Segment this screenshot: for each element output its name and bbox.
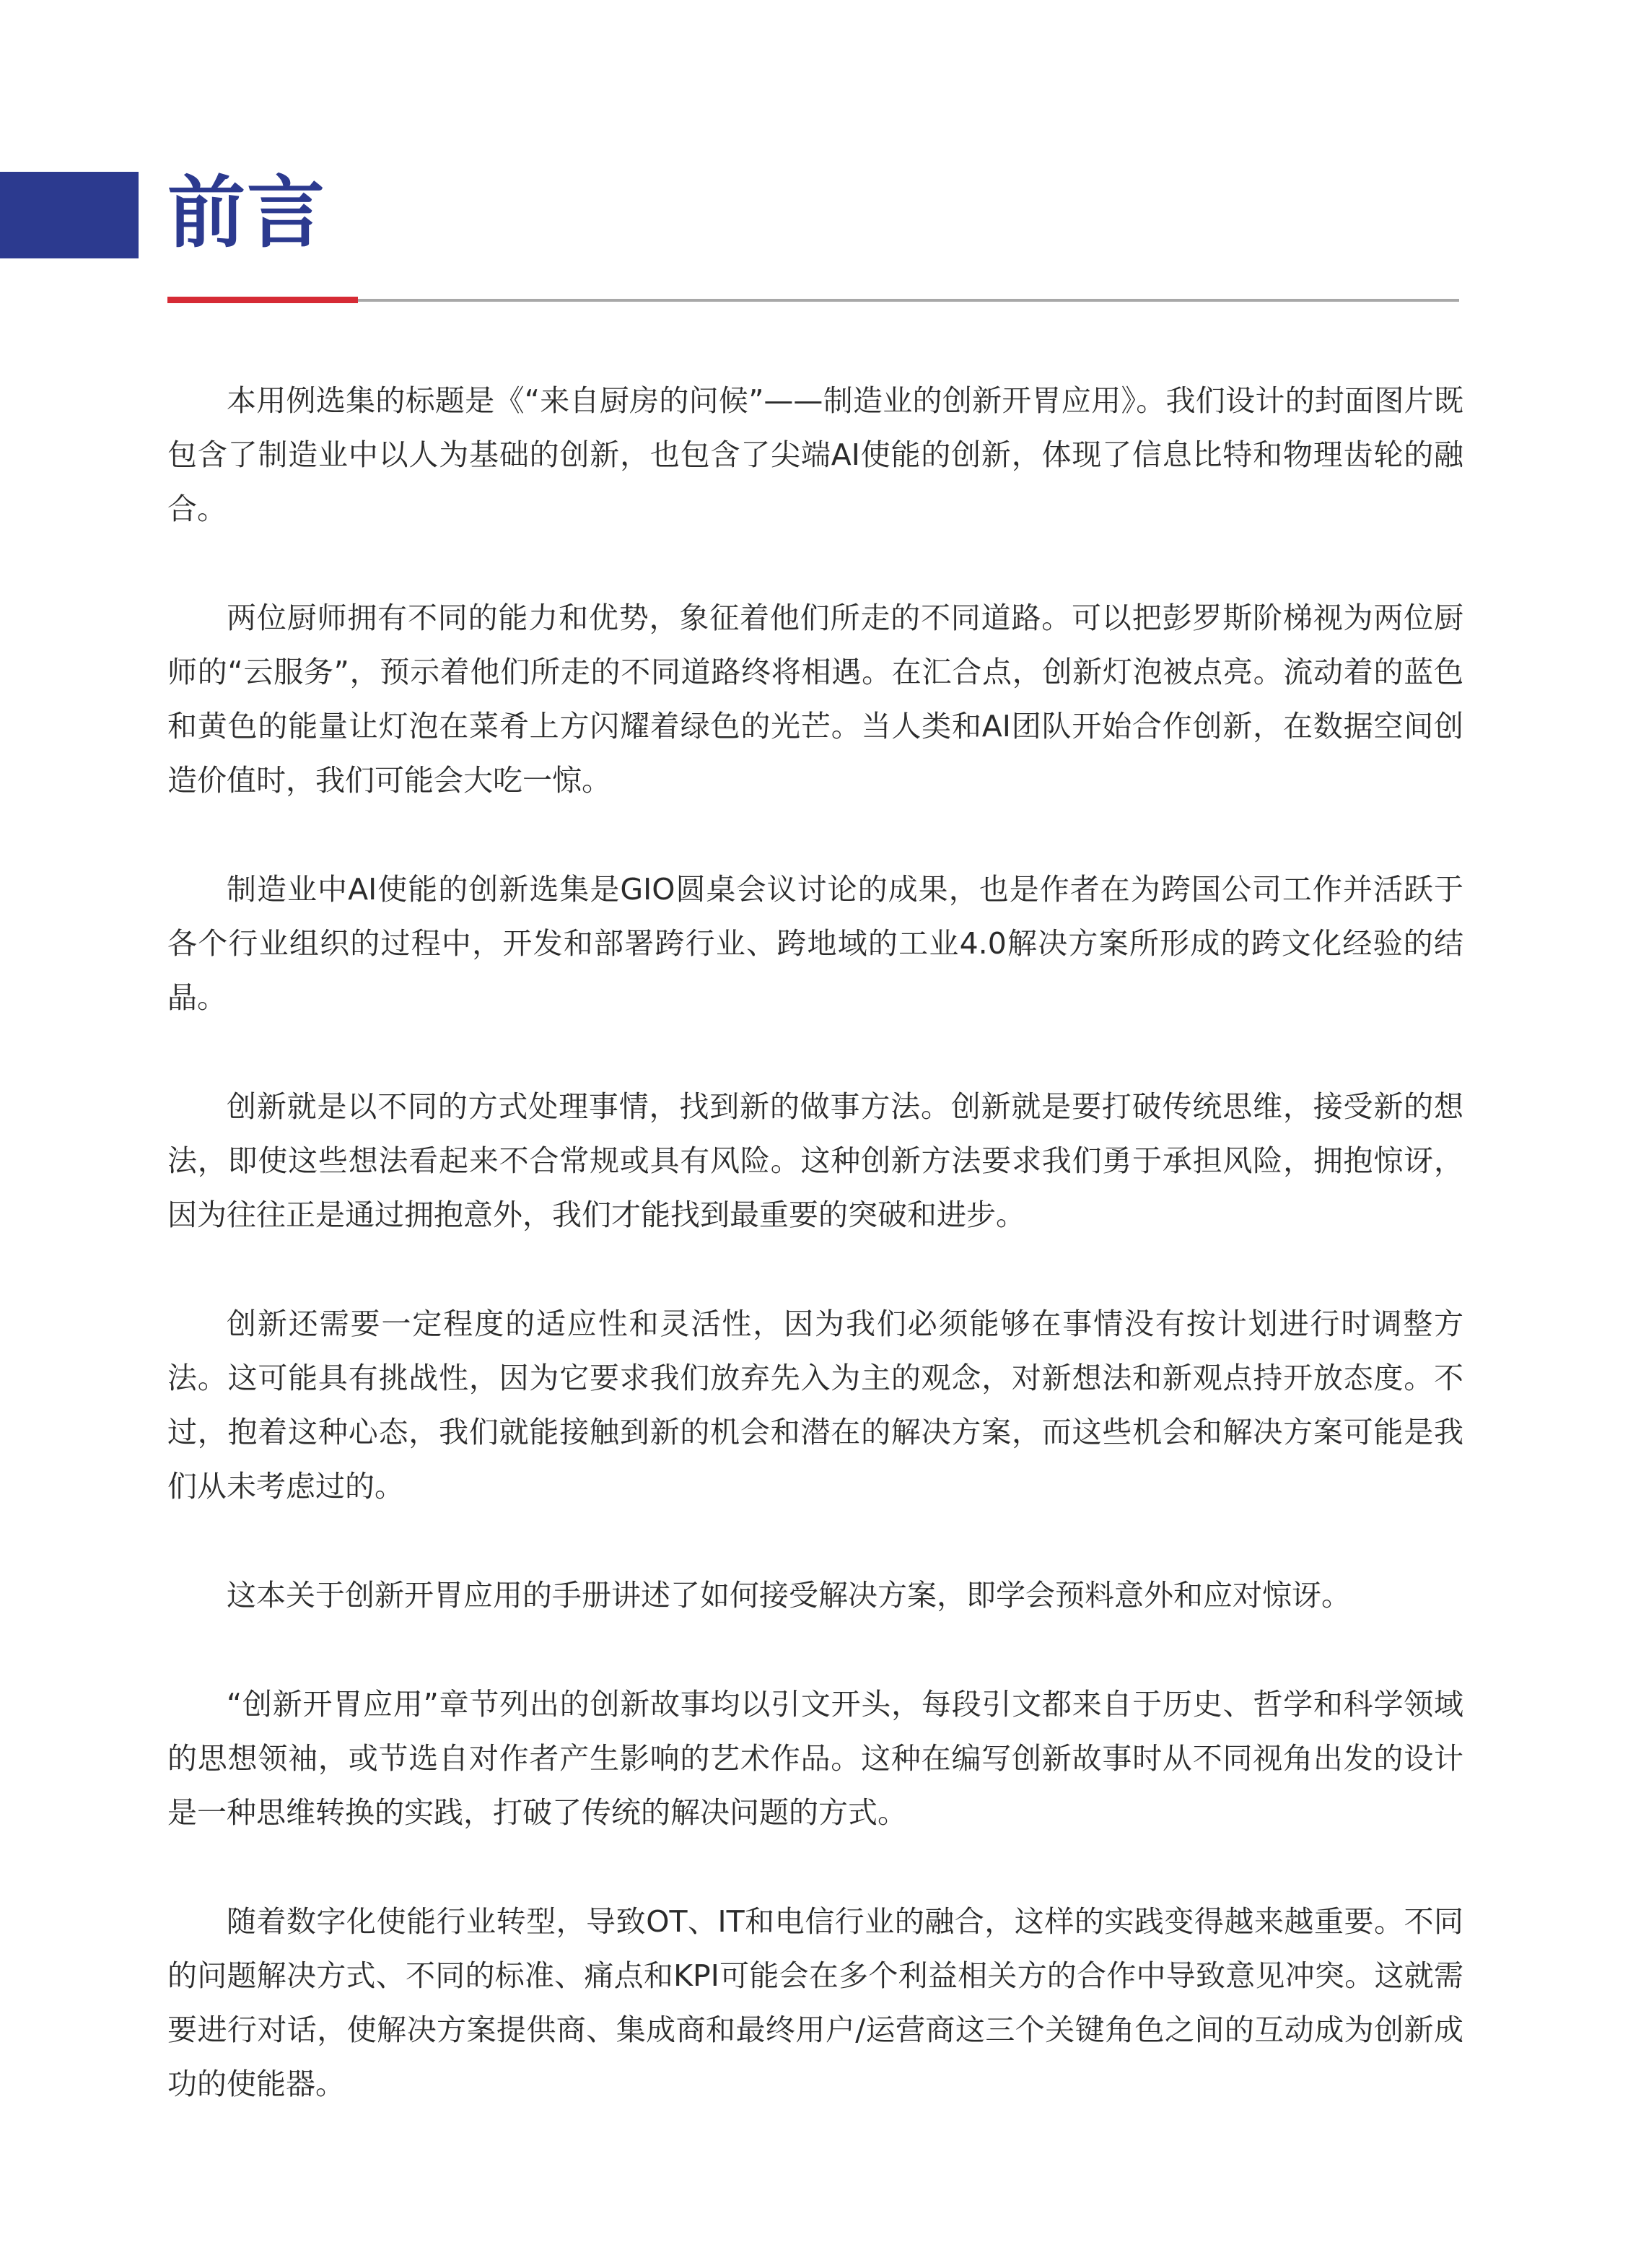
page-title: 前言 [167, 168, 327, 258]
header-color-block [0, 172, 139, 258]
paragraph-2: 两位厨师拥有不同的能力和优势，象征着他们所走的不同道路。可以把彭罗斯阶梯视为两位厨师的“云服务”，预示着他们所走的不同道路终将相遇。在汇合点，创新灯泡被点亮。流动着的蓝色和黄色的能量让灯泡在菜肴上方闪耀着绿色的光芒。当人类和AI团队开始合作创新，在数据空间创造价值时，我们可能会大吃一惊。 [167, 601, 1463, 798]
preface-body [167, 374, 1463, 2166]
paragraph-1: 本用例选集的标题是《“来自厨房的问候”——制造业的创新开胃应用》。我们设计的封面图片既包含了制造业中以人为基础的创新，也包含了尖端AI使能的创新，体现了信息比特和物理齿轮的融合。 [167, 383, 1463, 526]
paragraph-7: “创新开胃应用”章节列出的创新故事均以引文开头，每段引文都来自于历史、哲学和科学领域的思想领袖，或节选自对作者产生影响的艺术作品。这种在编写创新故事时从不同视角出发的设计是一种思维转换的实践，打破了传统的解决问题的方式。 [167, 1687, 1463, 1830]
paragraph-8: 随着数字化使能行业转型，导致OT、IT和电信行业的融合，这样的实践变得越来越重要。不同的问题解决方式、不同的标准、痛点和KPI可能会在多个利益相关方的合作中导致意见冲突。这就需要进行对话，使解决方案提供商、集成商和最终用户/运营商这三个关键角色之间的互动成为创新成功的使能器。 [167, 1904, 1463, 2101]
paragraph-5: 创新还需要一定程度的适应性和灵活性，因为我们必须能够在事情没有按计划进行时调整方法。这可能具有挑战性，因为它要求我们放弃先入为主的观念，对新想法和新观点持开放态度。不过，抱着这种心态，我们就能接触到新的机会和潜在的解决方案，而这些机会和解决方案可能是我们从未考虑过的。 [167, 1307, 1463, 1504]
title-divider [167, 299, 1459, 302]
paragraph-6: 这本关于创新开胃应用的手册讲述了如何接受解决方案，即学会预料意外和应对惊讶。 [227, 1578, 1351, 1613]
title-divider-accent [167, 297, 358, 303]
paragraph-4: 创新就是以不同的方式处理事情，找到新的做事方法。创新就是要打破传统思维，接受新的想法，即使这些想法看起来不合常规或具有风险。这种创新方法要求我们勇于承担风险，拥抱惊讶，因为往往正是通过拥抱意外，我们才能找到最重要的突破和进步。 [167, 1089, 1463, 1232]
paragraph-3: 制造业中AI使能的创新选集是GIO圆桌会议讨论的成果，也是作者在为跨国公司工作并活跃于各个行业组织的过程中，开发和部署跨行业、跨地域的工业4.0解决方案所形成的跨文化经验的结晶。 [167, 872, 1463, 1015]
